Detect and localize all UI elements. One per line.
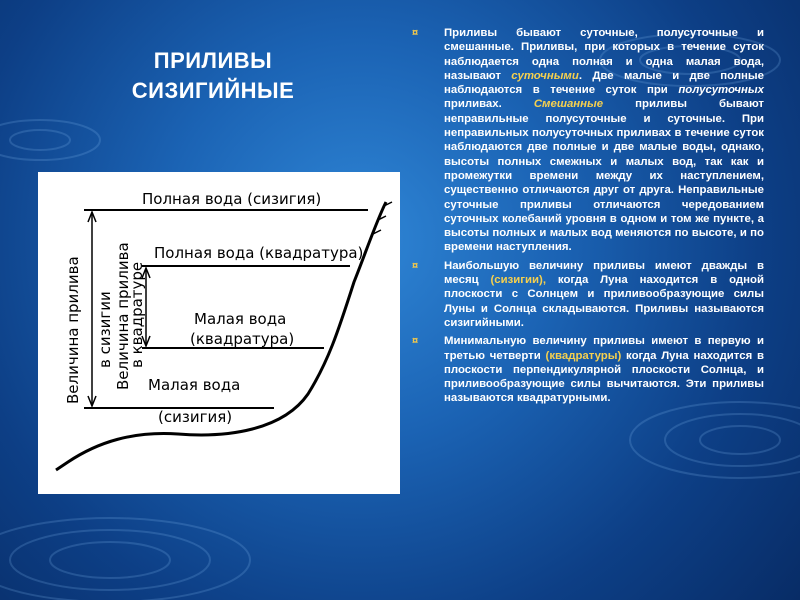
tide-diagram <box>38 172 400 494</box>
paragraph-quadrature <box>412 334 764 405</box>
paragraph-tide-types <box>412 26 764 255</box>
body-text <box>412 26 764 406</box>
label-low-water-2: Малая вода <box>148 376 241 394</box>
label-full-syzygy: Полная вода (сизигия) <box>142 190 322 208</box>
p1-text-2: . Две малые и две полные наблюдаются в течение суток при <box>444 69 764 97</box>
title-line-2: СИЗИГИЙНЫЕ <box>131 78 295 103</box>
label-low-water: Малая вода <box>194 310 287 328</box>
p1-text-3: приливах. <box>444 98 534 111</box>
p1-highlight-daily: суточными <box>511 69 579 82</box>
paragraph-syzygy <box>412 259 764 330</box>
p2-text-1: Наибольшую величину приливы имеют дважды в месяц <box>444 259 764 287</box>
label-low-quadrature: (квадратура) <box>190 330 295 348</box>
p1-highlight-mixed: Смешанные <box>533 98 604 111</box>
vertical-tide-value-2: Величина прилива <box>114 242 132 390</box>
p3-highlight-quadrature: (квадратуры) <box>545 349 622 362</box>
vertical-tide-value: Величина прилива <box>64 256 82 404</box>
slide-title <box>108 46 318 106</box>
vertical-in-syzygy: в сизигии <box>96 291 114 368</box>
vertical-in-quadrature: в квадратуре <box>128 261 146 368</box>
bullet-icon: ¤ <box>412 259 419 272</box>
p1-italic-semidiurnal: полусуточных <box>678 84 764 97</box>
p3-text-1: Минимальную величину приливы имеют в первую и третью четверти <box>444 335 764 362</box>
p1-text-1: Приливы бывают суточные, полусуточные и смешанные. Приливы, при которых в течение суток наблюдается одна полная и одна малая вода, называют <box>444 27 764 82</box>
p3-text-2: когда Луна находится в плоскости перпендикулярной плоскости Солнца, и приливообразующие силы вычитаются. Эти приливы называются квадратурными. <box>444 349 764 405</box>
p2-highlight-syzygy: (сизигии), <box>490 274 547 287</box>
label-full-quadrature: Полная вода (квадратура) <box>154 244 364 262</box>
p1-text-4: приливы бывают неправильные полусуточные и суточные. При неправильных полусуточных приливах в течение суток наблюдаются две полные и две малые воды, однако, высоты полных смежных и малых вод, так как и промежутки времени между их наступлением, существенно отличаются друг от друга. Неправильные суточные приливы отличаются чередованием суточных колебаний уровня в одном и том же пункте, а высоты полных и малых вод меняются по высоте, и по времени наступления. <box>444 98 764 254</box>
label-low-syzygy: (сизигия) <box>158 408 233 426</box>
title-line-1: ПРИЛИВЫ <box>153 48 273 73</box>
p2-text-2: когда Луна находится в одной плоскости с Солнцем и приливообразующие силы Луны и Солнца складываются. Приливы называются сизигийными. <box>444 274 764 329</box>
bullet-icon: ¤ <box>412 335 419 348</box>
bullet-icon: ¤ <box>412 27 419 39</box>
